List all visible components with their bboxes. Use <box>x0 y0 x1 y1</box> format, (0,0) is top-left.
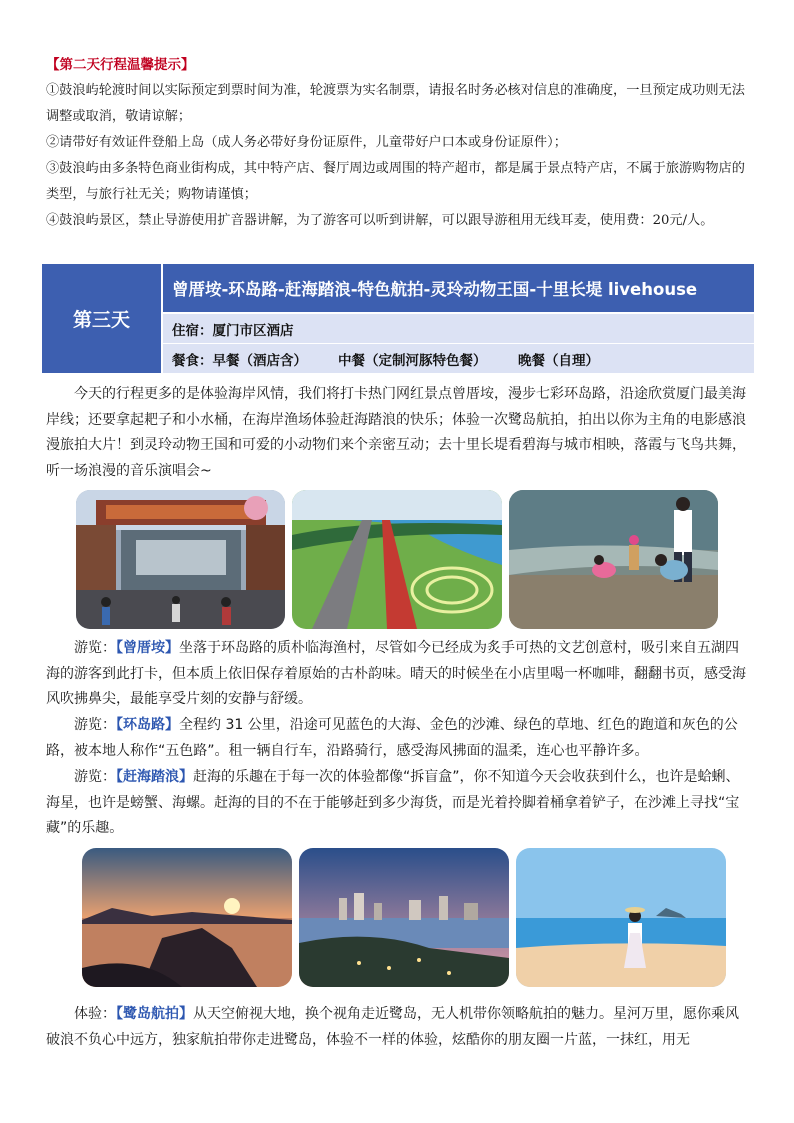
section-text: 坐落于环岛路的质朴临海渔村，尽管如今已经成为炙手可热的文艺创意村，吸引来自五湖四海的游客到此打卡，但本质上依旧保存着原始的古朴韵味。晴天的时候坐在小店里喝一杯咖啡，翻翻书页，感受海风吹拂鼻尖，最能享受片刻的安静与舒缓。 <box>46 640 746 707</box>
photo-zengcuoan-street <box>76 490 285 629</box>
section-text: 从天空俯视大地，换个视角走近鹭岛，无人机带你领略航拍的魅力。星河万里，愿你乘风破浪不负心中远方，独家航拍带你走进鹭岛，体验不一样的体验，炫酷你的朋友圈一片蓝，一抹红，用无 <box>46 1006 739 1048</box>
day2-tips <box>46 52 752 234</box>
tip-item: ①鼓浪屿轮渡时间以实际预定到票时间为准，轮渡票为实名制票，请报名时务必核对信息的准确度，一旦预定成功则无法调整或取消，敬请谅解； <box>46 83 745 124</box>
section-prefix: 游览： <box>74 769 116 785</box>
section-name: 【曾厝垵】 <box>116 640 179 656</box>
meal-lunch: 中餐（定制河豚特色餐） <box>338 352 487 369</box>
hotel-row <box>163 314 754 343</box>
section-huandao <box>46 713 752 764</box>
meal-row <box>163 344 754 373</box>
tip-item: ②请带好有效证件登船上岛（成人务必带好身份证原件，儿童带好户口本或身份证原件）； <box>46 135 567 150</box>
photo-huandao-road <box>292 490 502 629</box>
section-name: 【环岛路】 <box>116 717 179 733</box>
photo-beach-clamming <box>509 490 718 629</box>
section-text: 全程约 31 公里，沿途可见蓝色的大海、金色的沙滩、绿色的草地、红色的跑道和灰色的公路，被本地人称作“五色路”。租一辆自行车，沿路骑行，感受海风拂面的温柔，连心也平静许多。 <box>46 717 738 759</box>
section-text: 赶海的乐趣在于每一次的体验都像“拆盲盒”，你不知道今天会收获到什么，也许是蛤蜊、海星，也许是螃蟹、海螺。赶海的目的不在于能够赶到多少海货，而是光着拎脚着桶拿着铲子，在沙滩上寻找“宝藏”的乐趣。 <box>46 769 740 836</box>
section-aerial <box>46 1002 752 1053</box>
tips-title: 【第二天行程温馨提示】 <box>46 57 195 73</box>
hotel-info: 住宿：厦门市区酒店 <box>172 322 294 339</box>
day-label: 第三天 <box>42 264 161 373</box>
section-ganhai <box>46 765 752 842</box>
photo-city-bay-dusk <box>299 848 509 987</box>
section-prefix: 游览： <box>74 717 116 733</box>
day3-header <box>42 264 754 373</box>
section-zengcuoan <box>46 636 752 713</box>
tip-item: ④鼓浪屿景区，禁止导游使用扩音器讲解，为了游客可以听到讲解，可以跟导游租用无线耳麦，使用费：20元/人。 <box>46 213 714 228</box>
photo-sunset-island <box>82 848 292 987</box>
day-intro: 今天的行程更多的是体验海岸风情，我们将打卡热门网红景点曾厝垵，漫步七彩环岛路，沿途欣赏厦门最美海岸线；还要拿起耙子和小水桶，在海岸渔场体验赶海踏浪的快乐；体验一次鹭岛航拍，拍出以你为主角的电影感浪漫旅拍大片！到灵玲动物王国和可爱的小动物们来个亲密互动；去十里长堤看碧海与城市相映，落霞与飞鸟共舞，听一场浪漫的音乐演唱会~ <box>46 386 746 479</box>
section-prefix: 体验： <box>74 1006 116 1022</box>
meal-dinner: 晚餐（自理） <box>518 352 599 369</box>
section-name: 【赶海踏浪】 <box>116 769 193 785</box>
meal-breakfast: 餐食：早餐（酒店含） <box>172 352 307 369</box>
section-name: 【鹭岛航拍】 <box>116 1006 193 1022</box>
tip-item: ③鼓浪屿由多条特色商业街构成，其中特产店、餐厅周边或周围的特产超市，都是属于景点特产店，不属于旅游购物店的类型，与旅行社无关；购物请谨慎； <box>46 161 745 202</box>
photo-beach-girl <box>516 848 726 987</box>
section-prefix: 游览： <box>74 640 116 656</box>
day-route-title: 曾厝垵-环岛路-赶海踏浪-特色航拍-灵玲动物王国-十里长堤 livehouse <box>163 264 754 312</box>
